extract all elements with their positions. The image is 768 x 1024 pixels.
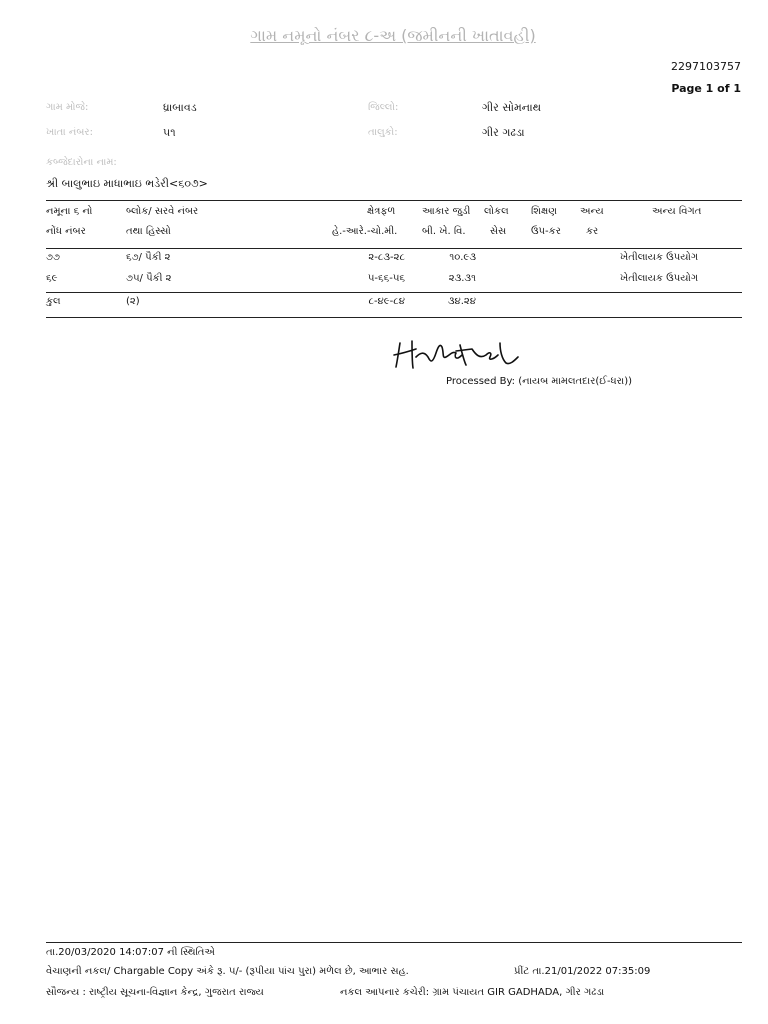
table-row-2-akar: ૨૩.૩૧ [448,273,476,284]
table-row-1-akar: ૧૦.૯૩ [449,252,476,263]
col-cess-header-2: સેસ [490,226,507,237]
table-row-2-note: ૬૯ [46,273,58,284]
status-line: તા.20/03/2020 14:07:07 ની સ્થિતિએ [46,947,215,958]
table-row-1-detail: ખેતીલાયક ઉપયોગ [620,252,699,263]
print-date: પ્રીંટ તા.21/01/2022 07:35:09 [514,966,651,977]
col-edu-header: શિક્ષણ [531,206,557,217]
col-survey-header: બ્લોક/ સરવે નંબર [126,206,199,217]
village-label: ગામ મોજે: [46,102,89,113]
table-row-1-note: ૭૭ [46,252,60,263]
col-note-header-2: નોંધ નંબર [46,226,86,237]
holders-label: કબ્જેદારોના નામ: [46,157,117,168]
total-akar: ૩૪.૨૪ [447,296,476,307]
signature-image [390,335,530,377]
total-area: ૮-૪૯-૮૪ [368,296,405,307]
page-number: Page 1 of 1 [671,82,741,95]
table-row-1-area: ૨-૮૩-૨૮ [368,252,405,263]
table-row-2-detail: ખેતીલાયક ઉપયોગ [620,273,699,284]
holder-name: શ્રી બાલુભાઇ માધાભાઇ ભડેરી<૬૦૭> [46,177,208,190]
col-edu-header-2: ઉપ-કર [531,226,561,237]
col-area-header: ક્ષેત્રફળ [367,206,396,217]
village-value: ધ્રાબાવડ [163,101,197,114]
copy-line: વેચાણની નકલ/ Chargable Copy અંકે રૂ. ૫/- (રૂપીયા પાંચ પુરા) મળેલ છે, આભાર સહ. [46,966,409,977]
col-cess-header: લોકલ [484,206,509,217]
table-total-rule [46,292,742,293]
col-detail-header: અન્ય વિગત [652,206,702,217]
col-other-tax-header-2: કર [586,226,599,237]
table-row-1-survey: ૬૭/ પૈકી ૨ [126,252,171,263]
table-top-rule [46,200,742,201]
table-bottom-rule [46,317,742,318]
khata-label: ખાતા નંબર: [46,127,93,138]
taluka-label: તાલુકો: [368,127,398,138]
district-label: જિલ્લો: [368,102,399,113]
table-header-rule [46,248,742,249]
courtesy-line: સૌજન્ય : રાષ્ટ્રીય સૂચના-વિજ્ઞાન કેન્દ્ર, ગુજરાત રાજ્ય [46,987,264,998]
document-title: ગામ નમૂનો નંબર ૮-અ (જમીનની ખાતાવહી) [250,26,536,45]
footer-rule [46,942,742,943]
col-other-tax-header: અન્ય [580,206,604,217]
taluka-value: ગીર ગઢડા [482,126,525,139]
table-row-2-survey: ૭૫/ પૈકી ૨ [126,273,172,284]
table-row-2-area: ૫-૬૬-૫૬ [367,273,405,284]
col-akar-header: આકાર જુડી [422,206,471,217]
col-survey-header-2: તથા હિસ્સો [126,226,171,237]
total-count: (૨) [126,296,140,307]
col-note-header: નમૂના ૬ નો [46,206,93,217]
total-label: કુલ [46,296,61,307]
office-line: નકલ આપનાર કચેરી: ગ્રામ પંચાયત GIR GADHADA, ગીર ગઢડા [340,987,605,998]
col-akar-header-2: બી. ખે. વિ. [422,226,466,237]
khata-value: ૫૧ [163,126,176,139]
district-value: ગીર સોમનાથ [482,101,542,114]
processed-by: Processed By: (નાયબ મામલતદાર(ઈ-ધરા)) [446,376,633,387]
col-area-header-2: હે.-આરે.-ચો.મી. [332,226,398,237]
document-number: 2297103757 [671,60,741,73]
